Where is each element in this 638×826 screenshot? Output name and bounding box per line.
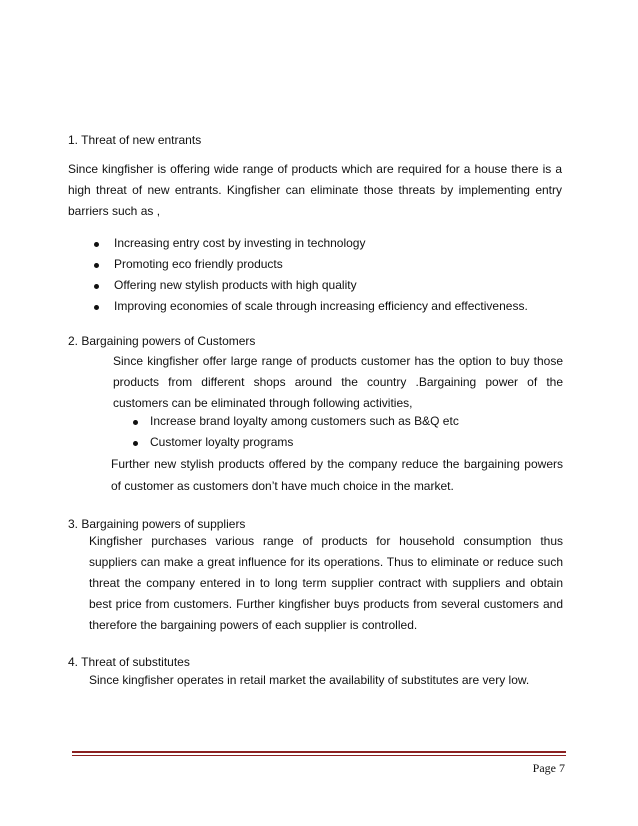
section-3-heading: 3. Bargaining powers of suppliers [68, 517, 246, 531]
page-number: Page 7 [532, 761, 565, 775]
bullet-icon [94, 284, 99, 289]
bullet-icon [133, 420, 138, 425]
list-item: Offering new stylish products with high quality [94, 275, 528, 296]
section-4-heading: 4. Threat of substitutes [68, 655, 190, 669]
list-item: Increasing entry cost by investing in technology [94, 233, 528, 254]
footer-rule [72, 751, 566, 753]
bullet-icon [94, 263, 99, 268]
section-1-heading: 1. Threat of new entrants [68, 133, 202, 147]
section-2-paragraph: Since kingfisher offer large range of products customer has the option to buy those products from different shops around the country .Bargaining power of the customers can be eliminated through following activities, [113, 354, 563, 410]
section-1-paragraph: Since kingfisher is offering wide range of products which are required for a house there is a high threat of new entrants. Kingfisher can eliminate those threats by implementing entry barriers such as , [68, 162, 562, 218]
list-item: Increase brand loyalty among customers such as B&Q etc [133, 411, 459, 432]
bullet-icon [94, 305, 99, 310]
section-2-bullet-list [133, 411, 459, 453]
section-3-paragraph: Kingfisher purchases various range of products for household consumption thus suppliers can make a great influence for its operations. Thus to eliminate or reduce such threat the company entered in to long term supplier contract with suppliers and obtain best price from customers. Further kingfisher buys products from several customers and therefore the bargaining powers of each supplier is controlled. [89, 534, 563, 632]
section-4-paragraph: Since kingfisher operates in retail market the availability of substitutes are very low. [89, 673, 530, 687]
bullet-icon [94, 242, 99, 247]
footer-rule-thin [72, 755, 566, 756]
bullet-icon [133, 441, 138, 446]
list-item: Promoting eco friendly products [94, 254, 528, 275]
section-2-heading: 2. Bargaining powers of Customers [68, 334, 256, 348]
section-1-bullet-list [94, 233, 528, 317]
section-2-paragraph-2: Further new stylish products offered by the company reduce the bargaining powers of customer as customers don’t have much choice in the market. [111, 457, 563, 493]
list-item: Customer loyalty programs [133, 432, 459, 453]
list-item: Improving economies of scale through increasing efficiency and effectiveness. [94, 296, 528, 317]
